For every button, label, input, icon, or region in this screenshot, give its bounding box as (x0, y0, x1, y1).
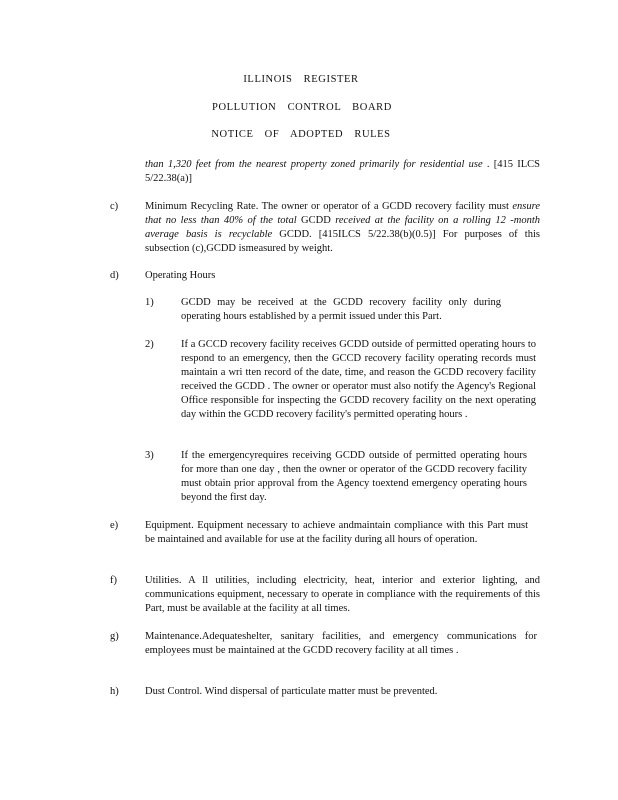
notice-title: NOTICE OF ADOPTED RULES (211, 129, 391, 140)
intro-citation: . [415 ILCS 5/22.38(a)] (145, 159, 540, 184)
intro-paragraph (145, 158, 540, 186)
board-title: POLLUTION CONTROL BOARD (212, 102, 392, 113)
register-title: ILLINOIS REGISTER (243, 74, 359, 85)
item-3-text: If the emergencyrequires receiving GCDD outside of permitted operating hours for more than one day , then the owner or operator of the GCDD recovery facility must obtain prior approval from the Agency toextend emergency operating hours beyond the first day. (181, 450, 527, 503)
section-c-start: Minimum Recycling Rate. The owner or operator of a GCDD recovery facility must (145, 201, 513, 212)
section-f-label: f) (110, 575, 117, 586)
section-c-end: GCDD. [415ILCS 5/22.38(b)(0.5)] For purposes of this subsection (c),GCDD ismeasured by weight. (145, 229, 540, 254)
section-c-label: c) (110, 201, 119, 212)
section-c-italic-1: ensure that no less than 40% of the total (145, 201, 540, 226)
section-e-text: Equipment. Equipment necessary to achieve andmaintain compliance with this Part must be maintained and available for use at the facility during all hours of operation. (145, 520, 528, 545)
section-c-mid: GCDD (296, 215, 336, 226)
section-c-italic-2: received at the facility on a rolling 12 -month average basis is recyclable (145, 215, 540, 240)
section-g-text: Maintenance.Adequateshelter, sanitary facilities, and emergency communications for employees must be maintained at the GCDD recovery facility at all times . (145, 631, 537, 656)
section-h-text: Dust Control. Wind dispersal of particulate matter must be prevented. (145, 686, 438, 697)
section-f-text: Utilities. A ll utilities, including electricity, heat, interior and exterior lighting, and communications equipment, necessary to operate in compliance with the requirements of this Part, must be available at the facility at all times. (145, 575, 540, 614)
section-d-label: d) (110, 270, 119, 281)
section-g-label: g) (110, 631, 119, 642)
item-1-number: 1) (145, 297, 154, 308)
section-d-title: Operating Hours (145, 270, 216, 281)
section-h-label: h) (110, 686, 119, 697)
item-2-text: If a GCCD recovery facility receives GCDD outside of permitted operating hours to respond to an emergency, then the GCCD recovery facility operating records must maintain a wri tten record of the date, time, and reason the GCDD recovery facility received the GCDD . The owner or operator must also notify the Agency's Regional Office responsible for inspecting the GCDD recovery facility on the next operating day within the GCDD recovery facility's permitted operating hours . (181, 339, 536, 420)
section-c-text (145, 200, 540, 256)
intro-italic: than 1,320 feet from the nearest property zoned primarily for residential use (145, 159, 483, 170)
item-3-number: 3) (145, 450, 154, 461)
item-1-text: GCDD may be received at the GCDD recovery facility only during operating hours established by a permit issued under this Part. (181, 297, 501, 322)
section-e-label: e) (110, 520, 119, 531)
item-2-number: 2) (145, 339, 154, 350)
